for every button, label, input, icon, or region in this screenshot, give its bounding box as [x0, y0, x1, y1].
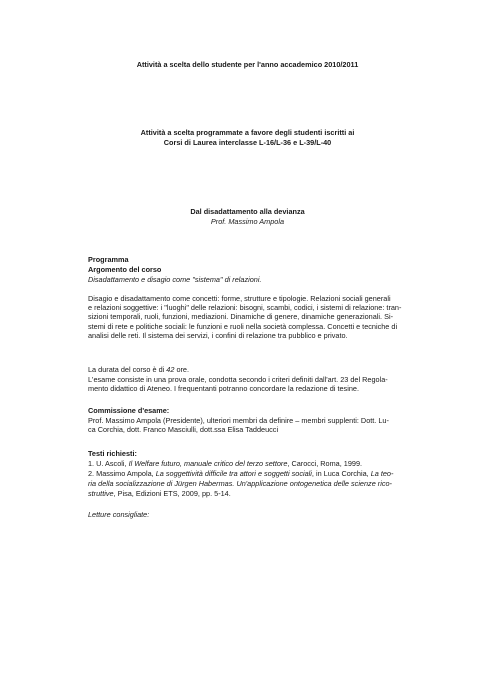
- course-description: [88, 294, 410, 340]
- reference-2-line3: [88, 489, 231, 498]
- description-line: e relazioni soggettive: i "luoghi" delle relazioni: bisogni, scambi, codici, i sistemi di relazione: tran-: [88, 303, 402, 313]
- description-line: stemi di rete e politiche sociali: le funzioni e ruoli nella società complessa. Concetti e tecniche di: [88, 321, 398, 331]
- ref1-title: Il Welfare futuro, manuale critico del terzo settore: [128, 459, 288, 468]
- testi-heading: Testi richiesti:: [88, 449, 137, 458]
- ref1-author: 1. U. Ascoli,: [88, 459, 129, 468]
- reference-1: [88, 459, 362, 468]
- ref2-book-start: La teo-: [370, 469, 394, 478]
- description-line: analisi delle reti. Il sistema dei servizi, i confini di relazione tra pubblico e privato.: [88, 330, 348, 340]
- description-line: Disagio e disadattamento come concetti: forme, strutture e tipologie. Relazioni sociali generali: [88, 294, 391, 303]
- course-duration: [88, 365, 189, 374]
- ref1-publisher: , Carocci, Roma, 1999.: [287, 459, 363, 468]
- ref2-title: La soggettività difficile tra attori e soggetti sociali: [155, 469, 312, 478]
- exam-line: mento didattico di Ateneo. I frequentanti potranno concordare la redazione di tesine.: [88, 384, 359, 394]
- ref2-author: 2. Massimo Ampola,: [88, 469, 156, 478]
- commissione-line: Prof. Massimo Ampola (Presidente), ulteriori membri da definire – membri supplenti: Dott. Lu-: [88, 416, 389, 425]
- exam-line: L'esame consiste in una prova orale, condotta secondo i criteri definiti dall'art. 23 del Regola-: [88, 375, 388, 384]
- duration-value: 42: [166, 365, 175, 374]
- letture-heading: Letture consigliate:: [88, 510, 150, 519]
- duration-suffix: ore.: [174, 365, 190, 374]
- description-line: sizioni temporali, ruoli, funzioni, mediazioni. Dinamiche di genere, dinamiche generazionali. Si-: [88, 312, 394, 322]
- programma-heading: Programma: [88, 255, 129, 264]
- reference-2-line2: ria della socializzazione di Jürgen Habermas. Un'applicazione ontogenetica delle scienze rico-: [88, 479, 392, 488]
- commissione-line: ca Corchia, dott. Franco Masciulli, dott.ssa Elisa Taddeucci: [88, 425, 279, 435]
- ref2-in: , in Luca Corchia,: [311, 469, 371, 478]
- course-title: Dal disadattamento alla devianza: [190, 207, 305, 216]
- exam-description: [88, 375, 410, 393]
- document-subtitle-line1: Attività a scelta programmate a favore degli studenti iscritti ai: [140, 128, 355, 137]
- ref2-book-end: struttive: [88, 489, 114, 498]
- commissione-heading: Commissione d'esame:: [88, 406, 170, 415]
- argomento-text: Disadattamento e disagio come "sistema" di relazioni.: [88, 275, 262, 284]
- document-title: Attività a scelta dello studente per l'anno accademico 2010/2011: [136, 60, 359, 69]
- commissione-text: [88, 416, 410, 434]
- argomento-heading: Argomento del corso: [88, 265, 162, 274]
- course-professor: Prof. Massimo Ampola: [210, 217, 285, 226]
- ref2-publisher: , Pisa, Edizioni ETS, 2009, pp. 5-14.: [113, 489, 231, 498]
- reference-2-line1: [88, 469, 393, 478]
- document-subtitle-line2: Corsi di Laurea interclasse L-16/L-36 e L-39/L-40: [163, 138, 332, 147]
- duration-prefix: La durata del corso è di: [88, 365, 167, 374]
